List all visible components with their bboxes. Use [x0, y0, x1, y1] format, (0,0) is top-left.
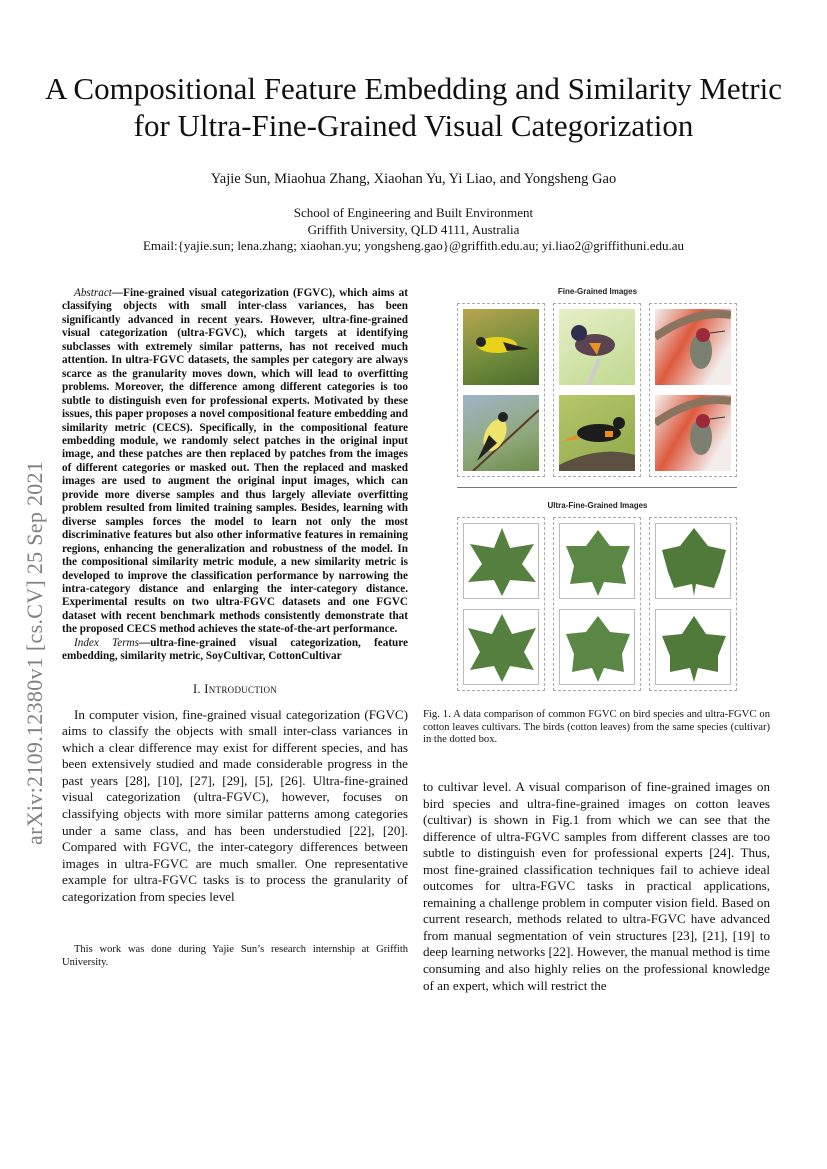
affiliation-university: Griffith University, QLD 4111, Australia — [307, 221, 520, 237]
leaf-image — [463, 609, 539, 685]
leaf-image — [655, 523, 731, 599]
bird-image — [559, 395, 635, 471]
footnote: This work was done during Yajie Sun’s research internship at Griffith University. — [62, 944, 408, 968]
bird-image — [463, 309, 539, 385]
cotton-cultivar-box-2 — [553, 517, 641, 691]
section-title: Introduction — [204, 681, 278, 696]
leaf-image — [655, 609, 731, 685]
section-number: I. — [192, 681, 205, 696]
abstract-text: —Fine-grained visual categorization (FGVC), which aims at classifying objects with small inter-class variances, has been significantly advanced in recent years. However, ultra-fine-grained visual categorization (ultra-FGVC), which targets at identifying subclasses with extremely similar patterns, has not received much attention. In ultra-FGVC datasets, the samples per category are always scarce as the granularity moves down, which will lead to overfitting problems. Moreover, the difference among different categories is too subtle to distinguish even for professional experts. Motivated by these issues, this paper proposes a novel compositional feature embedding and similarity metric (CECS). Specifically, in the compositional feature embedding module, we randomly select patches in the original input image, and these patches are then replaced by patches from the images of different categories or masked out. Then the replaced and masked images are used to augment the original input images, which can provide more diverse samples and thus largely alleviate overfitting problem resulted from limited training samples. Besides, learning with diverse samples forces the model to learn not only the most discriminative features but also other informative features in remaining regions, enhancing the generalization and robustness of the model. In the compositional similarity metric module, a new similarity metric is developed to improve the classification performance by narrowing the intra-category distance and enlarging the inter-category distance. Experimental results on two ultra-FGVC datasets and one FGVC dataset with recent benchmark methods consistently demonstrate that the proposed CECS method achieves the state-of-the-art performance. — [62, 287, 408, 636]
bird-species-box-3 — [649, 303, 737, 477]
leaf-image — [559, 609, 635, 685]
authors: Yajie Sun, Miaohua Zhang, Xiaohan Yu, Yi Liao, and Yongsheng Gao — [210, 171, 617, 187]
bird-image — [655, 395, 731, 471]
index-terms — [62, 637, 408, 664]
cotton-cultivar-box-3 — [649, 517, 737, 691]
left-column — [62, 287, 408, 905]
intro-paragraph: In computer vision, fine-grained visual categorization (FGVC) aims to classify the objects with small inter-class variances in which a clear difference may exist for different species, and has been extensively studied and made considerable progress in the past years [28], [10], [27], [29], [5], [26]. Ultra-fine-grained visual categorization (ultra-FGVC), however, focuses on classifying objects with more similar patterns among categories under a same class, and has been understudied [22], [20]. Compared with FGVC, the inter-category differences between images in ultra-FGVC are much smaller. One representative example for ultra-FGVC tasks is to process the granularity of categorization from species level — [62, 706, 408, 904]
abstract — [62, 287, 408, 637]
affiliation-email: Email:{yajie.sun; lena.zhang; xiaohan.yu; yongsheng.gao}@griffith.edu.au; yi.liao2@griffithuni.edu.au — [142, 238, 685, 253]
cotton-cultivar-box-1 — [457, 517, 545, 691]
bird-image — [655, 309, 731, 385]
arxiv-stamp: arXiv:2109.12380v1 [cs.CV] 25 Sep 2021 — [22, 460, 47, 845]
section-heading — [62, 682, 408, 697]
bird-image — [463, 395, 539, 471]
figure-1 — [440, 285, 755, 695]
leaf-image — [463, 523, 539, 599]
ultra-fine-grained-label: Ultra-Fine-Grained Images — [547, 501, 648, 510]
paper-title: A Compositional Feature Embedding and Similarity Metric for Ultra-Fine-Grained Visual Categorization — [44, 71, 782, 143]
index-terms-text: —ultra-fine-grained visual categorization, feature embedding, similarity metric, SoyCultivar, CottonCultivar — [62, 636, 409, 663]
affiliation-school: School of Engineering and Built Environment — [293, 205, 534, 220]
bird-species-box-1 — [457, 303, 545, 477]
figure-caption: Fig. 1. A data comparison of common FGVC on bird species and ultra-FGVC on cotton leaves cultivars. The birds (cotton leaves) from the same species (cultivar) in the dotted box. — [423, 709, 770, 746]
bird-image — [559, 309, 635, 385]
intro-continuation: to cultivar level. A visual comparison of fine-grained images on bird species and ultra-fine-grained images on cotton leaves (cultivar) is shown in Fig.1 from which we can see that the difference of ultra-FGVC samples from different classes are too subtle to distinguish even for professional experts [24]. Thus, most fine-grained classification techniques fail to achieve ideal outcomes for ultra-FGVC tasks in practical applications, remaining a challenge problem in computer vision field. Based on current research, methods related to ultra-FGVC have advanced from manual segmentation of vein structures [23], [21], [19] to deep learning networks [22]. However, the manual method is time consuming and also highly relies on the professional knowledge of an expert, which will restrict the — [423, 779, 770, 993]
fine-grained-label: Fine-Grained Images — [557, 287, 638, 296]
affiliation — [0, 205, 827, 255]
leaf-image — [559, 523, 635, 599]
abstract-label: Abstract — [74, 287, 112, 299]
right-column — [423, 779, 770, 994]
bird-species-box-2 — [553, 303, 641, 477]
figure-divider — [457, 487, 737, 488]
index-terms-label: Index Terms — [74, 636, 139, 649]
